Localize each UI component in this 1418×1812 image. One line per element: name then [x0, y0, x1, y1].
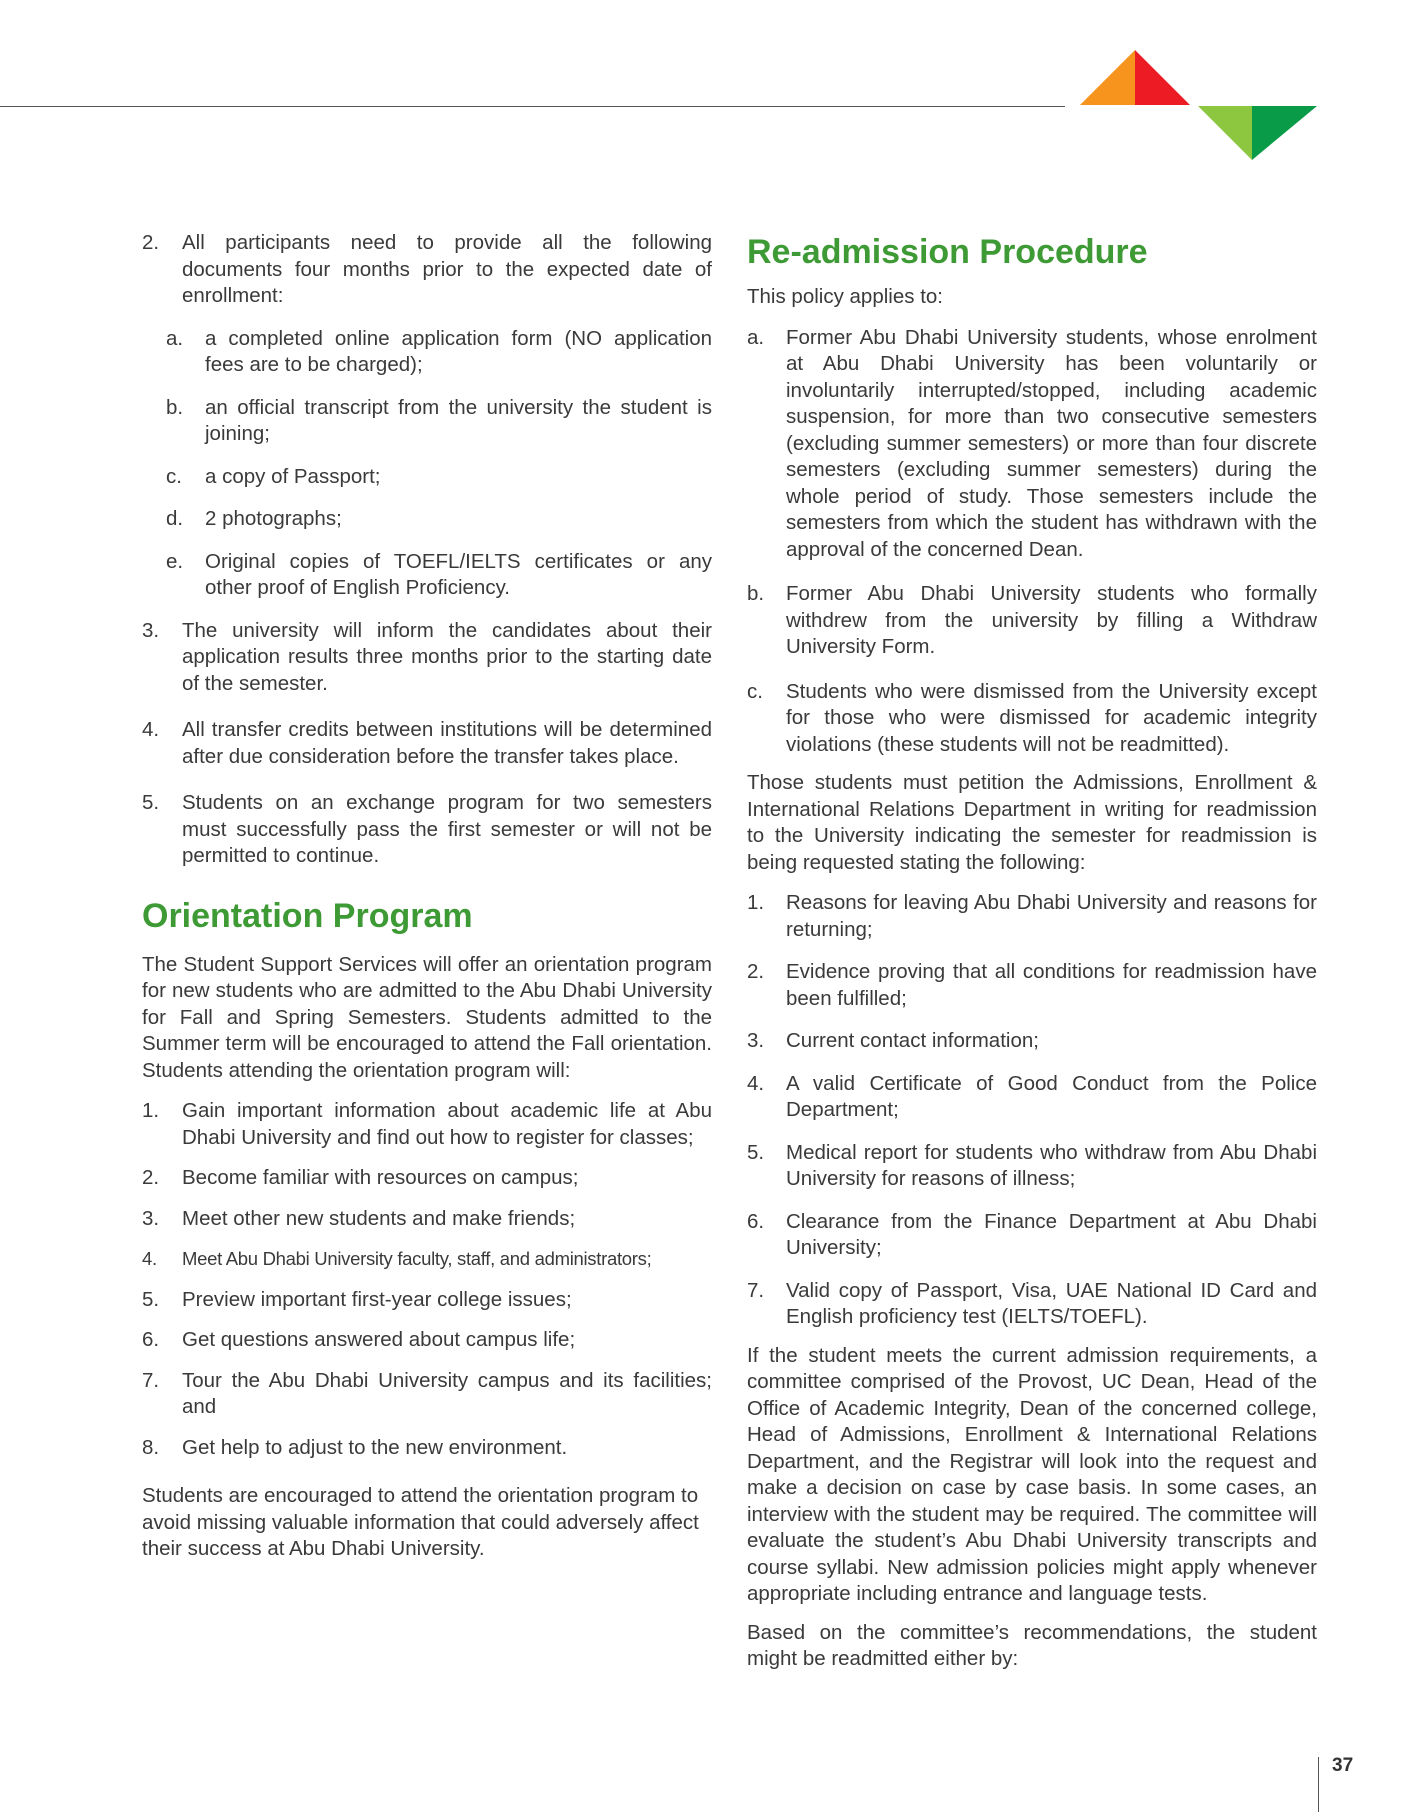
list-item: 4. A valid Certificate of Good Conduct from the Police Department; — [747, 1071, 1317, 1121]
right-column — [747, 230, 1317, 1673]
petition-text: Those students must petition the Admissions, Enrollment & International Relations Department in writing for readmission to the University indicating the semester for readmission is being requested stating the following: — [747, 771, 1317, 874]
policy-applies-text: This policy applies to: — [747, 285, 943, 308]
page-number-rule — [1318, 1757, 1319, 1812]
list-item: b. Former Abu Dhabi University students who formally withdrew from the university by filling a Withdraw University Form. — [747, 582, 1317, 658]
list-item: 5. Students on an exchange program for two semesters must successfully pass the first semester or will not be permitted to continue. — [142, 791, 712, 867]
list-item: 7. Valid copy of Passport, Visa, UAE National ID Card and English proficiency test (IELTS/TOEFL). — [747, 1278, 1317, 1328]
sub-list-item: e. Original copies of TOEFL/IELTS certificates or any other proof of English Proficiency. — [166, 549, 712, 599]
sub-list-item: d. 2 photographs; — [166, 507, 342, 530]
list-item: 2. All participants need to provide all the following documents four months prior to the expected date of enrollment: — [142, 231, 712, 307]
list-item: 8. Get help to adjust to the new environment. — [142, 1435, 568, 1459]
sub-list-item: a. a completed online application form (NO application fees are to be charged); — [166, 326, 712, 376]
section-heading-readmission: Re-admission Procedure — [747, 233, 1148, 271]
list-item: 5. Preview important first-year college issues; — [142, 1287, 572, 1311]
list-item: 3. Meet other new students and make friends; — [142, 1206, 576, 1230]
list-item: 4. Meet Abu Dhabi University faculty, staff, and administrators; — [142, 1248, 652, 1269]
list-item: 2. Evidence proving that all conditions for readmission have been fulfilled; — [747, 960, 1317, 1010]
list-item: c. Students who were dismissed from the University except for those who were dismissed for academic integrity violations (these students will not be readmitted). — [747, 679, 1317, 756]
list-item: a. Former Abu Dhabi University students, whose enrolment at Abu Dhabi University has been voluntarily or involuntarily interrupted/stopped, including academic suspension, for more than two consecutive semesters (excluding summer semesters) or more than four discrete semesters (excluding summer semesters) during the whole period of study. Those semesters include the semesters from which the student has withdrawn with the approval of the concerned Dean. — [747, 325, 1317, 561]
list-item: 7. Tour the Abu Dhabi University campus and its facilities; and — [142, 1368, 712, 1418]
sub-list-item: c. a copy of Passport; — [166, 464, 381, 488]
section-heading-orientation: Orientation Program — [142, 896, 473, 935]
list-item: 3. Current contact information; — [747, 1029, 1039, 1052]
list-item: 2. Become familiar with resources on campus; — [142, 1166, 579, 1189]
page-number: 37 — [1332, 1755, 1354, 1776]
recommendation-text: Based on the committee’s recommendations, the student might be readmitted either by: — [747, 1620, 1317, 1670]
list-item: 6. Clearance from the Finance Department at Abu Dhabi University; — [747, 1209, 1317, 1259]
list-item: 5. Medical report for students who withdraw from Abu Dhabi University for reasons of illness; — [747, 1140, 1317, 1190]
orientation-intro: The Student Support Services will offer an orientation program for new students who are admitted to the Abu Dhabi University for Fall and Spring Semesters. Students admitted to the Summer term will be encouraged to attend the Fall orientation. Students attending the orientation program will: — [142, 952, 712, 1082]
list-item: 1. Gain important information about academic life at Abu Dhabi University and find out how to register for classes; — [142, 1099, 712, 1149]
header-rule — [0, 106, 1065, 107]
list-item: 1. Reasons for leaving Abu Dhabi University and reasons for returning; — [747, 891, 1317, 941]
list-item: 3. The university will inform the candidates about their application results three months prior to the starting date of the semester. — [142, 618, 712, 695]
sub-list-item: b. an official transcript from the university the student is joining; — [166, 395, 712, 445]
triangle-logo-icon — [1080, 50, 1320, 162]
list-item: 4. All transfer credits between institutions will be determined after due consideration before the transfer takes place. — [142, 718, 712, 768]
list-item: 6. Get questions answered about campus life; — [142, 1328, 576, 1351]
left-column — [142, 230, 712, 1563]
orientation-closing: Students are encouraged to attend the orientation program to avoid missing valuable information that could adversely affect their success at Abu Dhabi University. — [142, 1484, 699, 1560]
committee-text: If the student meets the current admission requirements, a committee comprised of the Provost, UC Dean, Head of the Office of Academic Integrity, Dean of the concerned college, Head of Admissions, Enrollment & International Relations Department, and the Registrar will look into the request and make a decision on case by case basis. In some cases, an interview with the student may be required. The committee will evaluate the student’s Abu Dhabi University transcripts and course syllabi. New admission policies might apply whenever appropriate including entrance and language tests. — [747, 1343, 1317, 1605]
